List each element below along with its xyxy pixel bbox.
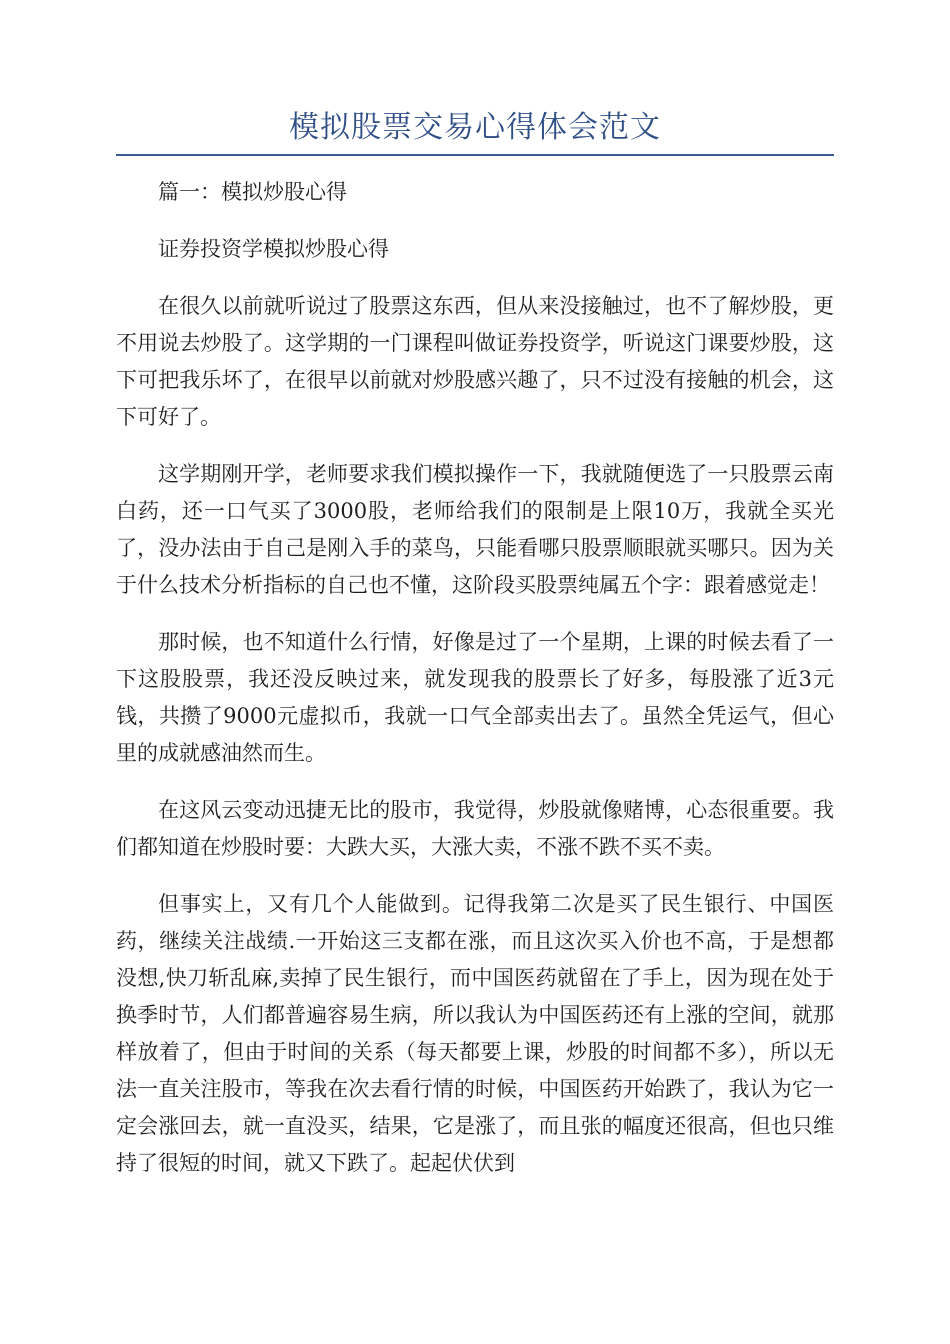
- paragraph: 在这风云变动迅捷无比的股市，我觉得，炒股就像赌博，心态很重要。我们都知道在炒股时要：大跌大买，大涨大卖，不涨不跌不买不卖。: [116, 798, 834, 859]
- paragraph: 那时候，也不知道什么行情，好像是过了一个星期，上课的时候去看了一下这股股票，我还没反映过来，就发现我的股票长了好多，每股涨了近3元钱，共攒了9000元虚拟币，我就一口气全部卖出去了。虽然全凭运气，但心里的成就感油然而生。: [116, 630, 834, 765]
- document-body: [116, 174, 834, 1202]
- title-divider: [116, 154, 834, 156]
- article-subtitle: 证券投资学模拟炒股心得: [158, 237, 389, 261]
- paragraph: 这学期刚开学，老师要求我们模拟操作一下，我就随便选了一只股票云南白药，还一口气买了3000股，老师给我们的限制是上限10万，我就全买光了，没办法由于自己是刚入手的菜鸟，只能看哪只股票顺眼就买哪只。因为关于什么技术分析指标的自己也不懂，这阶段买股票纯属五个字：跟着感觉走！: [116, 462, 834, 597]
- paragraph: 但事实上，又有几个人能做到。记得我第二次是买了民生银行、中国医药，继续关注战绩.一开始这三支都在涨，而且这次买入价也不高，于是想都没想,快刀斩乱麻,卖掉了民生银行，而中国医药就留在了手上，因为现在处于换季时节，人们都普遍容易生病，所以我认为中国医药还有上涨的空间，就那样放着了，但由于时间的关系（每天都要上课，炒股的时间都不多），所以无法一直关注股市，等我在次去看行情的时候，中国医药开始跌了，我认为它一定会涨回去，就一直没买，结果，它是涨了，而且张的幅度还很高，但也只维持了很短的时间，就又下跌了。起起伏伏到: [116, 892, 834, 1175]
- paragraph: 在很久以前就听说过了股票这东西，但从来没接触过，也不了解炒股，更不用说去炒股了。这学期的一门课程叫做证券投资学，听说这门课要炒股，这下可把我乐坏了，在很早以前就对炒股感兴趣了，只不过没有接触的机会，这下可好了。: [116, 294, 834, 429]
- document-title: 模拟股票交易心得体会范文: [289, 110, 661, 145]
- section-heading: 篇一：模拟炒股心得: [158, 180, 347, 204]
